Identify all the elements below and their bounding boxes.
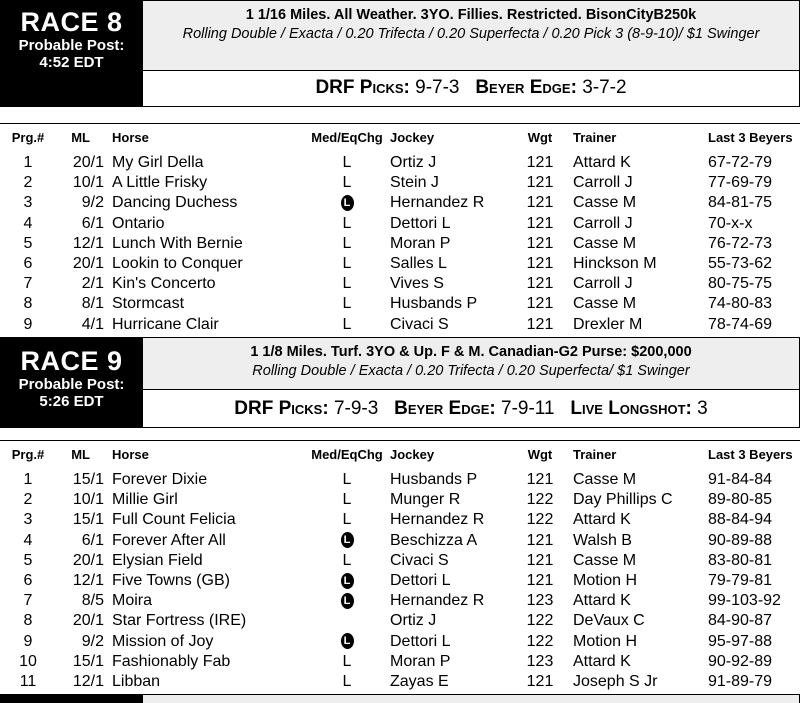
jockey-name: Moran P xyxy=(390,234,451,252)
race-title: RACE 8 xyxy=(20,7,123,37)
last-3-beyers: 74-80-83 xyxy=(708,295,773,313)
last-3-beyers: 67-72-79 xyxy=(708,154,773,171)
race-conditions: 1 1/16 Miles. All Weather. 3YO. Fillies. Restricted. BisonCityB250k xyxy=(245,7,697,23)
medication: L xyxy=(342,234,352,252)
program-number: 1 xyxy=(23,471,33,488)
jockey-name: Ortiz J xyxy=(390,154,437,171)
horse-name: Libban xyxy=(112,672,161,690)
trainer-name: Motion H xyxy=(573,632,638,650)
col-prg: Prg.# xyxy=(11,447,45,462)
col-ml: ML xyxy=(71,447,90,462)
medication: L xyxy=(342,214,352,232)
trainer-name: Attard K xyxy=(573,511,631,529)
trainer-name: Casse M xyxy=(573,234,637,252)
program-number: 8 xyxy=(23,295,33,313)
last-3-beyers: 76-72-73 xyxy=(708,234,773,252)
medication xyxy=(306,194,388,212)
weight: 121 xyxy=(526,194,554,212)
weight: 122 xyxy=(526,612,554,630)
horse-name: Moira xyxy=(112,592,153,610)
jockey-name: Zayas E xyxy=(390,672,449,690)
last-3-beyers: 55-73-62 xyxy=(708,254,773,272)
program-number: 4 xyxy=(23,531,33,549)
morning-line: 20/1 xyxy=(72,551,104,569)
beyer-edge: 3-7-2 xyxy=(582,77,627,98)
col-horse: Horse xyxy=(112,447,149,462)
horse-name: Lookin to Conquer xyxy=(112,254,243,272)
jockey-name: Civaci S xyxy=(390,315,449,333)
program-number: 2 xyxy=(23,174,33,192)
trainer-name: Carroll J xyxy=(573,214,633,232)
col-med: Med/EqChg xyxy=(311,447,383,462)
race-picks xyxy=(143,390,799,428)
drf-picks: 7-9-3 xyxy=(333,398,379,419)
col-trainer: Trainer xyxy=(573,447,617,462)
morning-line: 12/1 xyxy=(72,571,104,589)
last-3-beyers: 90-89-88 xyxy=(708,531,773,549)
table-row xyxy=(0,612,800,632)
table-row xyxy=(0,215,800,235)
medication: L xyxy=(342,315,352,333)
morning-line: 12/1 xyxy=(72,672,104,690)
trainer-name: Casse M xyxy=(573,551,637,569)
program-number: 5 xyxy=(23,551,33,569)
jockey-name: Hernandez R xyxy=(390,592,485,610)
race-conditions-box xyxy=(143,1,799,71)
first-time-lasix-icon: L xyxy=(341,573,354,589)
medication: L xyxy=(342,174,352,192)
table-row xyxy=(0,572,800,592)
table-row xyxy=(0,194,800,214)
table-row xyxy=(0,592,800,612)
horse-name: Ontario xyxy=(112,214,165,232)
program-number: 7 xyxy=(23,275,33,293)
jockey-name: Dettori L xyxy=(390,571,451,589)
weight: 121 xyxy=(526,254,554,272)
morning-line: 12/1 xyxy=(72,234,104,252)
trainer-name: Attard K xyxy=(573,154,631,171)
jockey-name: Husbands P xyxy=(390,471,478,488)
morning-line: 10/1 xyxy=(72,491,104,509)
weight: 122 xyxy=(526,491,554,509)
medication: L xyxy=(342,511,352,529)
drf-picks: 9-7-3 xyxy=(415,77,460,98)
morning-line: 10/1 xyxy=(72,174,104,192)
live-longshot-label: Live Longshot: xyxy=(570,398,692,419)
post-time: 5:26 EDT xyxy=(39,393,104,410)
last-3-beyers: 99-103-92 xyxy=(708,592,781,610)
weight: 121 xyxy=(526,471,554,488)
table-row xyxy=(0,275,800,295)
table-row xyxy=(0,235,800,255)
first-time-lasix-icon: L xyxy=(341,195,354,211)
program-number: 5 xyxy=(23,234,33,252)
last-3-beyers: 79-79-81 xyxy=(708,571,773,589)
col-prg: Prg.# xyxy=(11,130,45,145)
horse-name: My Girl Della xyxy=(112,154,204,171)
medication: L xyxy=(342,491,352,509)
morning-line: 20/1 xyxy=(72,254,104,272)
horse-name: A Little Frisky xyxy=(112,174,208,192)
horse-name: Fashionably Fab xyxy=(112,652,231,670)
weight: 121 xyxy=(526,154,554,171)
race-9-rows xyxy=(0,471,800,693)
weight: 121 xyxy=(526,672,554,690)
program-number: 8 xyxy=(23,612,33,630)
weight: 121 xyxy=(526,275,554,293)
jockey-name: Ortiz J xyxy=(390,612,437,630)
weight: 121 xyxy=(526,234,554,252)
race-conditions: 1 1/8 Miles. Turf. 3YO & Up. F & M. Canadian-G2 Purse: $200,000 xyxy=(250,344,692,360)
first-time-lasix-icon: L xyxy=(341,532,354,548)
col-beyers: Last 3 Beyers xyxy=(708,447,793,462)
weight: 121 xyxy=(526,531,554,549)
table-row xyxy=(0,255,800,275)
weight: 122 xyxy=(526,632,554,650)
trainer-name: Casse M xyxy=(573,194,637,212)
last-3-beyers: 89-80-85 xyxy=(708,491,773,509)
table-row xyxy=(0,174,800,194)
col-wgt: Wgt xyxy=(527,130,553,145)
horse-name: Millie Girl xyxy=(112,491,178,509)
jockey-name: Hernandez R xyxy=(390,194,485,212)
program-number: 10 xyxy=(19,652,37,670)
race-title: RACE 9 xyxy=(20,346,123,376)
weight: 121 xyxy=(526,571,554,589)
morning-line: 15/1 xyxy=(72,471,104,488)
trainer-name: Walsh B xyxy=(573,531,632,549)
horse-name: Lunch With Bernie xyxy=(112,234,243,252)
trainer-name: Attard K xyxy=(573,652,631,670)
horse-name: Kin's Concerto xyxy=(112,275,216,293)
col-horse: Horse xyxy=(112,130,149,145)
jockey-name: Beschizza A xyxy=(390,531,478,549)
race-9-header xyxy=(0,337,800,428)
morning-line: 15/1 xyxy=(72,652,104,670)
drf-picks-label: DRF Picks: xyxy=(315,77,410,98)
morning-line: 6/1 xyxy=(81,531,104,549)
morning-line: 4/1 xyxy=(81,315,104,333)
trainer-name: Hinckson M xyxy=(573,254,657,272)
jockey-name: Dettori L xyxy=(390,632,451,650)
trainer-name: Motion H xyxy=(573,571,638,589)
race-8-rows xyxy=(0,154,800,336)
weight: 121 xyxy=(526,295,554,313)
medication: L xyxy=(342,672,352,690)
medication xyxy=(306,592,388,610)
weight: 121 xyxy=(526,214,554,232)
morning-line: 20/1 xyxy=(72,612,104,630)
table-row xyxy=(0,154,800,174)
table-row xyxy=(0,491,800,511)
medication xyxy=(306,532,388,550)
race-8-entries-table xyxy=(0,123,800,336)
weight: 122 xyxy=(526,511,554,529)
jockey-name: Moran P xyxy=(390,652,451,670)
program-number: 6 xyxy=(23,254,33,272)
table-row xyxy=(0,295,800,315)
last-3-beyers: 84-90-87 xyxy=(708,612,773,630)
last-3-beyers: 83-80-81 xyxy=(708,551,773,569)
jockey-name: Dettori L xyxy=(390,214,451,232)
trainer-name: Casse M xyxy=(573,295,637,313)
morning-line: 15/1 xyxy=(72,511,104,529)
race-8-header xyxy=(0,0,800,107)
medication: L xyxy=(342,275,352,293)
morning-line: 20/1 xyxy=(72,154,104,171)
program-number: 7 xyxy=(23,592,33,610)
program-number: 11 xyxy=(19,672,37,690)
race-8-info xyxy=(143,0,800,107)
trainer-name: Carroll J xyxy=(573,275,633,293)
beyer-edge-label: Beyer Edge: xyxy=(394,398,496,419)
jockey-name: Vives S xyxy=(390,275,444,293)
race-picks xyxy=(143,71,799,105)
horse-name: Star Fortress (IRE) xyxy=(112,612,247,630)
live-longshot: 3 xyxy=(697,398,708,419)
weight: 123 xyxy=(526,652,554,670)
last-3-beyers: 78-74-69 xyxy=(708,315,773,333)
medication: L xyxy=(342,652,352,670)
post-label: Probable Post: xyxy=(18,37,125,54)
table-header xyxy=(0,124,800,154)
horse-name: Forever Dixie xyxy=(112,471,208,488)
horse-name: Forever After All xyxy=(112,531,226,549)
jockey-name: Hernandez R xyxy=(390,511,485,529)
first-time-lasix-icon: L xyxy=(341,593,354,609)
horse-name: Hurricane Clair xyxy=(112,315,219,333)
program-number: 9 xyxy=(23,315,33,333)
medication: L xyxy=(342,254,352,272)
morning-line: 9/2 xyxy=(81,194,104,212)
first-time-lasix-icon: L xyxy=(341,633,354,649)
medication: L xyxy=(342,551,352,569)
jockey-name: Husbands P xyxy=(390,295,478,313)
col-jockey: Jockey xyxy=(390,130,435,145)
jockey-name: Salles L xyxy=(390,254,447,272)
program-number: 9 xyxy=(23,632,33,650)
trainer-name: Attard K xyxy=(573,592,631,610)
race-9-info xyxy=(143,337,800,428)
medication: L xyxy=(342,154,352,171)
table-row xyxy=(0,673,800,693)
trainer-name: DeVaux C xyxy=(573,612,645,630)
horse-name: Full Count Felicia xyxy=(112,511,236,529)
race-9-title-box xyxy=(0,337,143,428)
program-number: 2 xyxy=(23,491,33,509)
trainer-name: Casse M xyxy=(573,471,637,488)
morning-line: 2/1 xyxy=(81,275,104,293)
beyer-edge-label: Beyer Edge: xyxy=(475,77,577,98)
race-8-title-box xyxy=(0,0,143,107)
col-ml: ML xyxy=(71,130,90,145)
next-race-box-edge xyxy=(0,694,143,703)
table-header xyxy=(0,441,800,471)
last-3-beyers: 80-75-75 xyxy=(708,275,773,293)
col-beyers: Last 3 Beyers xyxy=(708,130,793,145)
last-3-beyers: 88-84-94 xyxy=(708,511,773,529)
weight: 123 xyxy=(526,592,554,610)
drf-picks-label: DRF Picks: xyxy=(234,398,329,419)
horse-name: Elysian Field xyxy=(112,551,203,569)
post-time: 4:52 EDT xyxy=(39,54,104,71)
table-row xyxy=(0,633,800,653)
table-row xyxy=(0,532,800,552)
horse-name: Five Towns (GB) xyxy=(112,571,230,589)
last-3-beyers: 95-97-88 xyxy=(708,632,773,650)
table-row xyxy=(0,316,800,336)
trainer-name: Joseph S Jr xyxy=(573,672,658,690)
beyer-edge: 7-9-11 xyxy=(501,398,555,419)
last-3-beyers: 84-81-75 xyxy=(708,194,773,212)
col-wgt: Wgt xyxy=(527,447,553,462)
horse-name: Stormcast xyxy=(112,295,185,313)
last-3-beyers: 91-84-84 xyxy=(708,471,773,488)
weight: 121 xyxy=(526,551,554,569)
jockey-name: Munger R xyxy=(390,491,461,509)
last-3-beyers: 91-89-79 xyxy=(708,672,773,690)
medication xyxy=(306,572,388,590)
medication xyxy=(306,633,388,651)
col-trainer: Trainer xyxy=(573,130,617,145)
last-3-beyers: 70-x-x xyxy=(708,214,753,232)
race-conditions-box xyxy=(143,338,799,390)
race-9-entries-table xyxy=(0,440,800,693)
race-wagers: Rolling Double / Exacta / 0.20 Trifecta / 0.20 Superfecta / 0.20 Pick 3 (8-9-10)/ $1 Swinger xyxy=(182,26,760,42)
program-number: 1 xyxy=(23,154,33,171)
program-number: 3 xyxy=(23,511,33,529)
horse-name: Dancing Duchess xyxy=(112,194,238,212)
trainer-name: Drexler M xyxy=(573,315,643,333)
horse-name: Mission of Joy xyxy=(112,632,214,650)
race-wagers: Rolling Double / Exacta / 0.20 Trifecta / 0.20 Superfecta/ $1 Swinger xyxy=(252,363,690,379)
last-3-beyers: 90-92-89 xyxy=(708,652,773,670)
medication: L xyxy=(342,471,352,488)
post-label: Probable Post: xyxy=(18,376,125,393)
program-number: 3 xyxy=(23,194,33,212)
jockey-name: Stein J xyxy=(390,174,439,192)
program-number: 4 xyxy=(23,214,33,232)
col-med: Med/EqChg xyxy=(311,130,383,145)
medication: L xyxy=(342,295,352,313)
weight: 121 xyxy=(526,315,554,333)
table-row xyxy=(0,552,800,572)
last-3-beyers: 77-69-79 xyxy=(708,174,773,192)
col-jockey: Jockey xyxy=(390,447,435,462)
trainer-name: Carroll J xyxy=(573,174,633,192)
program-number: 6 xyxy=(23,571,33,589)
table-row xyxy=(0,511,800,531)
table-row xyxy=(0,653,800,673)
next-race-header-edge xyxy=(0,694,800,703)
next-race-info-edge xyxy=(143,694,800,703)
trainer-name: Day Phillips C xyxy=(573,491,673,509)
morning-line: 9/2 xyxy=(81,632,104,650)
morning-line: 6/1 xyxy=(81,214,104,232)
weight: 121 xyxy=(526,174,554,192)
morning-line: 8/5 xyxy=(81,592,104,610)
jockey-name: Civaci S xyxy=(390,551,449,569)
table-row xyxy=(0,471,800,491)
morning-line: 8/1 xyxy=(81,295,104,313)
